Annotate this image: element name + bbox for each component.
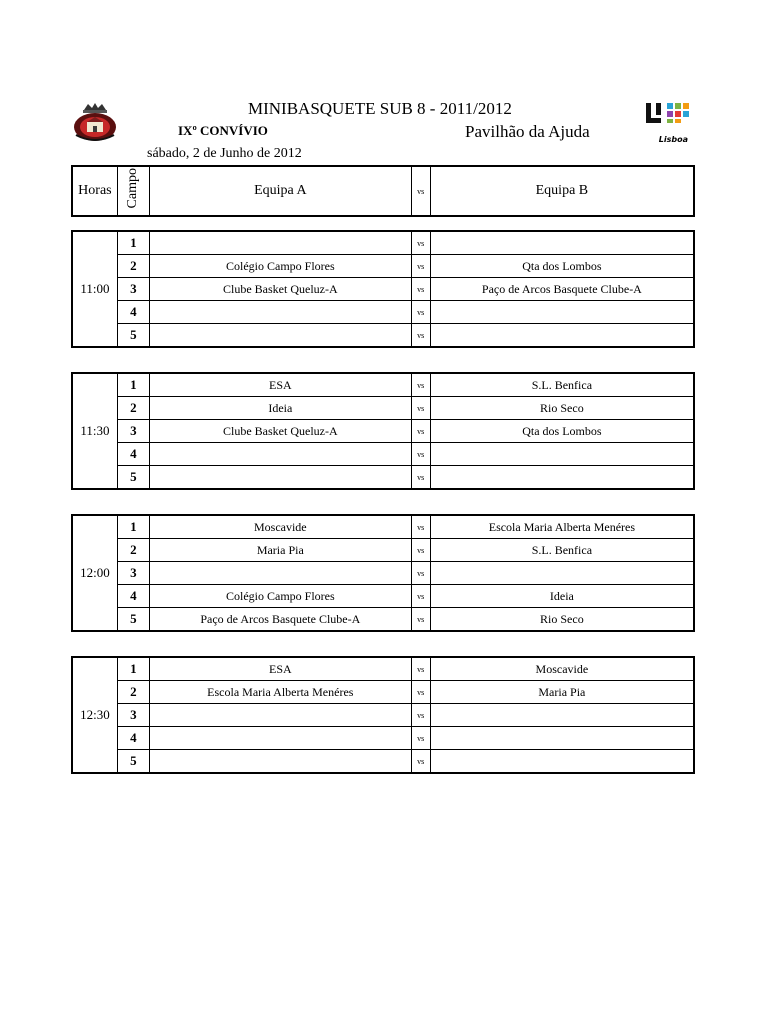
court-number: 4 (117, 443, 149, 466)
team-a: Clube Basket Queluz-A (149, 420, 411, 443)
team-b: Rio Seco (430, 608, 694, 632)
lisboa-logo-mark (642, 101, 692, 131)
court-number: 2 (117, 539, 149, 562)
team-a: Ideia (149, 397, 411, 420)
team-b (430, 466, 694, 490)
team-a: ESA (149, 373, 411, 397)
event-subtitle: IXº CONVÍVIO (178, 123, 268, 138)
court-number: 2 (117, 397, 149, 420)
court-number: 5 (117, 608, 149, 632)
crest-logo (72, 101, 118, 143)
game-row (72, 278, 694, 301)
game-row (72, 608, 694, 632)
team-b: Moscavide (430, 657, 694, 681)
team-b: Qta dos Lombos (430, 420, 694, 443)
court-number: 1 (117, 373, 149, 397)
team-a: Moscavide (149, 515, 411, 539)
game-row (72, 515, 694, 539)
vs-label: vs (411, 562, 430, 585)
slot-time: 11:00 (72, 231, 117, 347)
vs-label: vs (411, 420, 430, 443)
team-a: Escola Maria Alberta Menéres (149, 681, 411, 704)
team-a (149, 466, 411, 490)
game-row (72, 231, 694, 255)
game-row (72, 657, 694, 681)
game-row (72, 539, 694, 562)
time-slot-table (71, 230, 695, 348)
court-number: 1 (117, 231, 149, 255)
vs-label: vs (411, 324, 430, 348)
vs-label: vs (411, 657, 430, 681)
team-a (149, 301, 411, 324)
vs-label: vs (411, 750, 430, 774)
team-a: Colégio Campo Flores (149, 255, 411, 278)
court-number: 2 (117, 255, 149, 278)
court-number: 1 (117, 657, 149, 681)
team-a (149, 231, 411, 255)
vs-label: vs (411, 255, 430, 278)
team-b: S.L. Benfica (430, 373, 694, 397)
game-row (72, 585, 694, 608)
slot-time: 11:30 (72, 373, 117, 489)
court-number: 3 (117, 704, 149, 727)
team-b (430, 301, 694, 324)
team-b: Paço de Arcos Basquete Clube-A (430, 278, 694, 301)
event-date: sábado, 2 de Junho de 2012 (147, 146, 302, 161)
vs-label: vs (411, 443, 430, 466)
page-title: MINIBASQUETE SUB 8 - 2011/2012 (248, 99, 512, 118)
slot-time: 12:00 (72, 515, 117, 631)
header-equipa-a: Equipa A (149, 166, 411, 216)
game-row (72, 397, 694, 420)
team-a: ESA (149, 657, 411, 681)
vs-label: vs (411, 727, 430, 750)
game-row (72, 466, 694, 490)
court-number: 5 (117, 466, 149, 490)
vs-label: vs (411, 466, 430, 490)
court-number: 3 (117, 562, 149, 585)
vs-label: vs (411, 515, 430, 539)
game-row (72, 750, 694, 774)
game-row (72, 443, 694, 466)
vs-label: vs (411, 704, 430, 727)
vs-label: vs (411, 373, 430, 397)
game-row (72, 704, 694, 727)
team-a (149, 750, 411, 774)
team-a (149, 443, 411, 466)
vs-label: vs (411, 301, 430, 324)
game-row (72, 373, 694, 397)
vs-label: vs (411, 681, 430, 704)
team-b (430, 443, 694, 466)
game-row (72, 255, 694, 278)
team-b (430, 231, 694, 255)
team-a (149, 727, 411, 750)
vs-label: vs (411, 539, 430, 562)
team-b: Ideia (430, 585, 694, 608)
vs-label: vs (411, 278, 430, 301)
team-b: Qta dos Lombos (430, 255, 694, 278)
team-a (149, 324, 411, 348)
column-header (71, 165, 695, 217)
team-b: Maria Pia (430, 681, 694, 704)
lisboa-logo (642, 101, 692, 143)
header-vs: vs (411, 166, 430, 216)
slot-time: 12:30 (72, 657, 117, 773)
header-equipa-b: Equipa B (430, 166, 694, 216)
time-slot-table (71, 656, 695, 774)
vs-label: vs (411, 231, 430, 255)
court-number: 4 (117, 301, 149, 324)
team-b (430, 727, 694, 750)
court-number: 5 (117, 750, 149, 774)
team-a (149, 704, 411, 727)
team-b: S.L. Benfica (430, 539, 694, 562)
court-number: 3 (117, 420, 149, 443)
team-a: Clube Basket Queluz-A (149, 278, 411, 301)
team-b (430, 324, 694, 348)
game-row (72, 681, 694, 704)
court-number: 4 (117, 585, 149, 608)
time-slot-table (71, 372, 695, 490)
game-row (72, 562, 694, 585)
game-row (72, 301, 694, 324)
lisboa-logo-text: Lisboa (658, 135, 688, 144)
team-b: Rio Seco (430, 397, 694, 420)
team-a: Paço de Arcos Basquete Clube-A (149, 608, 411, 632)
court-number: 1 (117, 515, 149, 539)
team-b (430, 562, 694, 585)
court-number: 2 (117, 681, 149, 704)
header-horas: Horas (72, 166, 117, 216)
vs-label: vs (411, 608, 430, 632)
vs-label: vs (411, 585, 430, 608)
header-campo-label: Campo (125, 168, 141, 209)
game-row (72, 420, 694, 443)
vs-label: vs (411, 397, 430, 420)
court-number: 4 (117, 727, 149, 750)
team-a (149, 562, 411, 585)
header-campo (117, 166, 149, 216)
team-b (430, 704, 694, 727)
court-number: 3 (117, 278, 149, 301)
team-a: Colégio Campo Flores (149, 585, 411, 608)
time-slot-table (71, 514, 695, 632)
team-b (430, 750, 694, 774)
game-row (72, 727, 694, 750)
court-number: 5 (117, 324, 149, 348)
game-row (72, 324, 694, 348)
team-b: Escola Maria Alberta Menéres (430, 515, 694, 539)
team-a: Maria Pia (149, 539, 411, 562)
venue: Pavilhão da Ajuda (465, 122, 590, 141)
